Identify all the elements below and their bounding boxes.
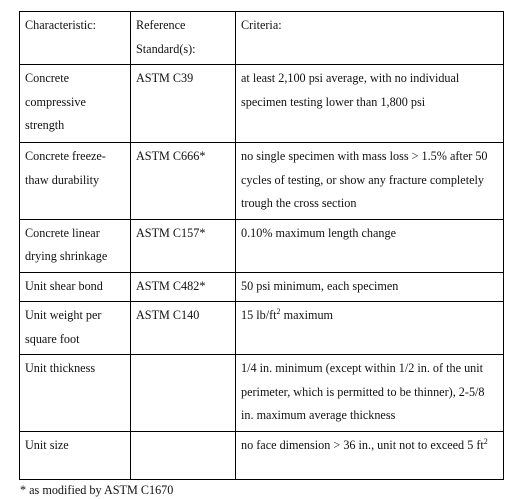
characteristic-cell: Concrete linear drying shrinkage — [20, 219, 131, 272]
criteria-text: 15 lb/ft — [241, 308, 277, 322]
standard-cell: ASTM C140 — [131, 302, 236, 355]
specification-table — [19, 11, 504, 480]
standard-cell — [131, 355, 236, 432]
standard-cell: ASTM C39 — [131, 65, 236, 143]
table-row — [20, 272, 504, 302]
header-criteria: Criteria: — [236, 12, 504, 65]
standard-cell: ASTM C666* — [131, 143, 236, 220]
standard-cell: ASTM C157* — [131, 219, 236, 272]
characteristic-cell: Unit size — [20, 431, 131, 479]
characteristic-cell: Concrete freeze-thaw durability — [20, 143, 131, 220]
criteria-cell — [236, 431, 504, 479]
criteria-cell: at least 2,100 psi average, with no individual specimen testing lower than 1,800 psi — [236, 65, 504, 143]
criteria-cell — [236, 302, 504, 355]
characteristic-cell: Concrete compressive strength — [20, 65, 131, 143]
criteria-cell: 1/4 in. minimum (except within 1/2 in. of the unit perimeter, which is permitted to be thinner), 2-5/8 in. maximum average thickness — [236, 355, 504, 432]
criteria-cell: no single specimen with mass loss > 1.5% after 50 cycles of testing, or show any fracture completely trough the cross section — [236, 143, 504, 220]
criteria-cell: 0.10% maximum length change — [236, 219, 504, 272]
characteristic-cell: Unit weight per square foot — [20, 302, 131, 355]
document-page — [19, 11, 503, 499]
table-row — [20, 431, 504, 479]
criteria-cell: 50 psi minimum, each specimen — [236, 272, 504, 302]
table-row — [20, 355, 504, 432]
table-header-row — [20, 12, 504, 65]
table-footnote: * as modified by ASTM C1670 — [20, 482, 174, 497]
table-row — [20, 219, 504, 272]
standard-cell: ASTM C482* — [131, 272, 236, 302]
table-row — [20, 143, 504, 220]
header-reference-standard: Reference Standard(s): — [131, 12, 236, 65]
superscript-exponent: 2 — [483, 436, 488, 446]
header-characteristic: Characteristic: — [20, 12, 131, 65]
standard-cell — [131, 431, 236, 479]
table-row — [20, 302, 504, 355]
table-row — [20, 65, 504, 143]
characteristic-cell: Unit thickness — [20, 355, 131, 432]
superscript-exponent: 2 — [276, 306, 281, 316]
criteria-text-suffix: maximum — [280, 308, 334, 322]
characteristic-cell: Unit shear bond — [20, 272, 131, 302]
criteria-text: no face dimension > 36 in., unit not to exceed 5 ft — [241, 437, 484, 452]
